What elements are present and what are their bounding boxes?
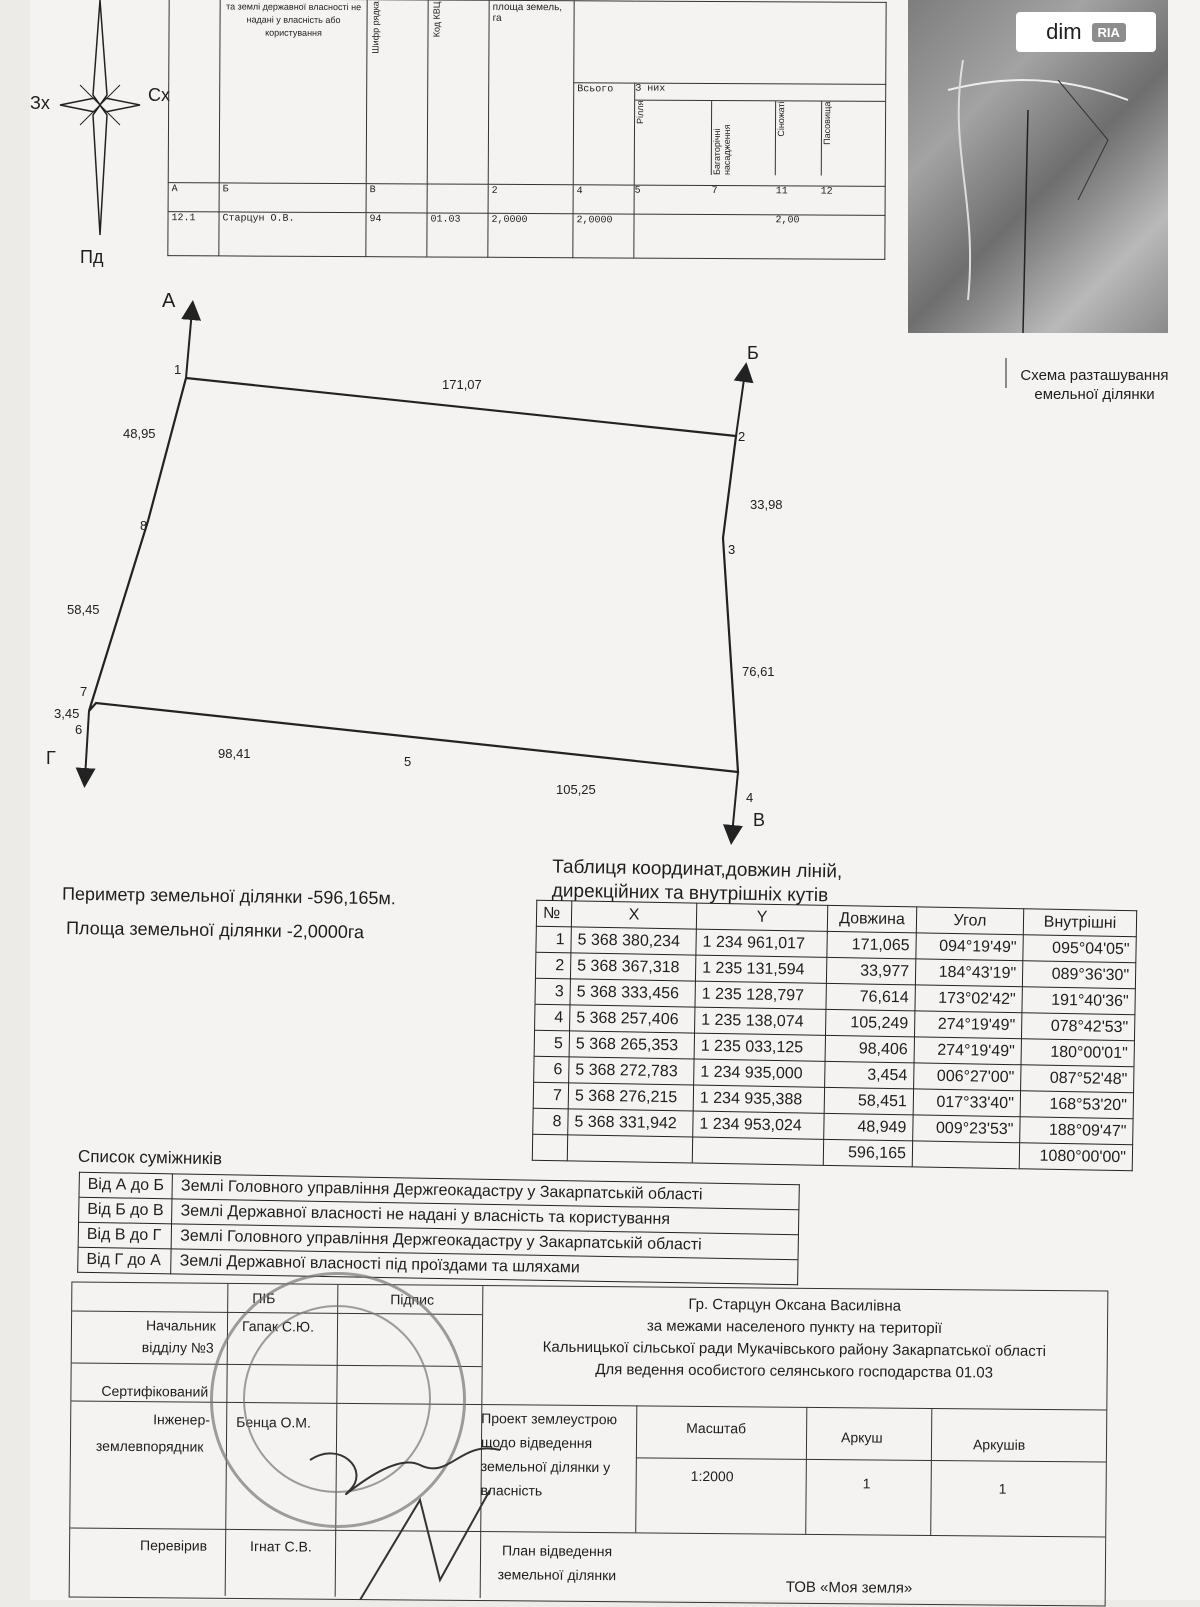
coord-cell: 191°40'36": [1022, 987, 1135, 1015]
scale-label: Масштаб: [686, 1419, 747, 1437]
coord-cell: 006°27'00": [914, 1063, 1021, 1091]
sheet-value: 1: [862, 1475, 871, 1492]
neighbor-range: Від Б до В: [79, 1197, 173, 1224]
idx-12: 12: [820, 186, 833, 198]
arrow-b: [736, 372, 745, 436]
neighbor-description: Землі Головного управління Держгеокадастру у Закарпатській області: [172, 1174, 799, 1210]
point-8: 8: [140, 518, 148, 533]
coord-cell: 5 368 333,456: [570, 979, 695, 1007]
coord-cell: 7: [533, 1082, 568, 1109]
coord-header: Довжина: [827, 905, 916, 933]
coord-cell: 1 234 953,024: [693, 1111, 824, 1139]
compass-rose-icon: [55, 0, 145, 240]
project-text: Проект землеустрою щодо відведення земельної ділянки у власність: [480, 1410, 618, 1499]
signature-icon: [300, 1430, 560, 1600]
col-pasovyshcha: Пасовища: [821, 101, 832, 145]
coord-cell: 274°19'49": [914, 1037, 1021, 1065]
coord-cell: 1 235 033,125: [694, 1033, 825, 1061]
coord-header: Внутрішні: [1023, 909, 1136, 937]
corner-v: В: [753, 810, 766, 830]
checked-label: Перевірив: [140, 1537, 208, 1554]
point-5: 5: [404, 754, 412, 769]
pib-label: ПІБ: [252, 1290, 276, 1307]
row-sinozhati: 2,00: [775, 214, 800, 227]
col-owner: та землі державної власності не надані у власність або користування: [219, 0, 367, 184]
col-of-them: З них: [635, 84, 885, 102]
point-3: 3: [728, 542, 736, 557]
neighbors-table: [77, 1172, 800, 1286]
coord-cell: 4: [535, 1004, 570, 1031]
coord-cell: 1 234 961,017: [696, 929, 827, 957]
owner-line3: Кальницької сільської ради Мукачівського району Закарпатської області: [542, 1338, 1047, 1360]
coord-cell: 33,977: [826, 957, 915, 985]
neighbor-description: Землі Державної власності під проїздами та шляхами: [171, 1249, 798, 1285]
owner-block: [482, 1292, 1108, 1385]
map-caption: Схема разташування емельної ділянки: [1020, 367, 1169, 403]
coordinates-table: [532, 900, 1137, 1171]
row-shyfr: 94: [366, 212, 427, 257]
idx-5: 5: [634, 185, 641, 197]
col-rillia: Рілля: [635, 100, 646, 124]
coord-header: Y: [696, 903, 827, 931]
point-1: 1: [174, 362, 182, 377]
coord-cell: 596,165: [823, 1139, 912, 1167]
length-3-4: 76,61: [742, 664, 775, 679]
coord-cell: 5 368 265,353: [569, 1031, 694, 1059]
idx-a: А: [168, 182, 219, 211]
coord-cell: 5 368 380,234: [571, 927, 696, 955]
coord-cell: 8: [533, 1108, 568, 1135]
col-shyfr: Шифр рядка: [370, 1, 381, 54]
coord-cell: 5 368 367,318: [570, 953, 695, 981]
sheets-label: Аркушів: [972, 1436, 1026, 1453]
watermark-dim: dim: [1046, 19, 1082, 44]
coord-cell: 1080°00'00": [1019, 1143, 1132, 1171]
corner-a: А: [162, 290, 176, 312]
compass-east: Сх: [148, 85, 170, 105]
coord-cell: [532, 1134, 567, 1161]
land-header-table: [167, 0, 886, 260]
coord-cell: 168°53'20": [1020, 1091, 1133, 1119]
cert-label-2: Інженер-: [153, 1411, 211, 1428]
length-4-5: 105,25: [556, 782, 596, 797]
cert-label-1: Сертифікований: [101, 1382, 209, 1400]
coord-cell: 1: [536, 926, 571, 953]
coord-cell: 105,249: [826, 1009, 915, 1037]
length-8-1: 48,95: [123, 426, 156, 441]
arrow-g: [85, 711, 89, 778]
coord-cell: [912, 1141, 1019, 1169]
point-2: 2: [738, 429, 746, 444]
coord-cell: 5 368 331,942: [568, 1109, 693, 1137]
coord-cell: 017°33'40": [913, 1089, 1020, 1117]
coord-cell: 274°19'49": [914, 1011, 1021, 1039]
dim-ria-watermark: [1016, 12, 1156, 52]
coord-cell: 48,949: [824, 1113, 913, 1141]
coord-cell: 3,454: [825, 1061, 914, 1089]
arrow-v: [732, 772, 738, 835]
coord-cell: 094°19'49": [916, 933, 1023, 961]
compass-west: Зх: [30, 93, 50, 113]
owner-line2: за межами населеного пункту на території: [646, 1317, 943, 1338]
coord-cell: 089°36'30": [1022, 961, 1135, 989]
length-7-8: 58,45: [67, 602, 100, 617]
point-7: 7: [80, 684, 88, 699]
coord-cell: 3: [535, 978, 570, 1005]
coord-cell: 58,451: [824, 1087, 913, 1115]
neighbor-description: Землі Державної власності не надані у власність та користування: [172, 1199, 799, 1235]
coord-cell: 1 234 935,388: [693, 1085, 824, 1113]
compass-south: Пд: [80, 247, 104, 267]
coord-cell: 009°23'53": [913, 1115, 1020, 1143]
cert-label-3: землевпорядник: [95, 1437, 204, 1455]
coord-cell: 188°09'47": [1020, 1117, 1133, 1145]
row-owner: Старцун О.В.: [219, 212, 366, 257]
col-bagatorichni: Багаторічні насадження: [711, 124, 733, 176]
cert-name: Бенца О.М.: [236, 1413, 311, 1431]
head-label-2: відділу №3: [141, 1339, 214, 1356]
coord-cell: 5 368 257,406: [570, 1005, 695, 1033]
plan-text: План відведення земельної ділянки: [497, 1542, 617, 1584]
row-kvtsp: 01.03: [427, 213, 488, 258]
row-total: 2,0000: [573, 213, 634, 258]
checked-name: Ігнат С.В.: [250, 1538, 312, 1555]
point-4: 4: [746, 790, 754, 805]
col-area: площа земель, га: [488, 0, 574, 184]
col-total: Всього: [573, 83, 635, 185]
coord-cell: 184°43'19": [915, 959, 1022, 987]
coord-cell: 5 368 276,215: [568, 1083, 693, 1111]
coord-cell: 6: [534, 1056, 569, 1083]
coord-header: X: [571, 901, 696, 929]
idx-v: В: [366, 184, 427, 213]
sheets-value: 1: [998, 1480, 1007, 1497]
row-area: 2,0000: [488, 213, 573, 258]
length-1-2: 171,07: [442, 377, 482, 392]
coord-cell: 5: [534, 1030, 569, 1057]
pidpys-label: Підпис: [390, 1291, 435, 1308]
coord-cell: 171,065: [827, 931, 916, 959]
neighbor-range: Від А до Б: [79, 1172, 173, 1199]
length-5-6: 98,41: [218, 746, 251, 761]
coord-cell: 1 235 131,594: [695, 955, 826, 983]
coord-cell: [692, 1137, 823, 1165]
coord-cell: 76,614: [826, 983, 915, 1011]
head-label-1: Начальник: [145, 1317, 216, 1334]
perimeter-text: Периметр земельної ділянки -596,165м.: [61, 883, 396, 909]
corner-b: Б: [747, 343, 759, 363]
coord-cell: 1 234 935,000: [694, 1059, 825, 1087]
neighbors-title: Список суміжників: [77, 1146, 223, 1169]
idx-2: 2: [488, 184, 573, 213]
scale-value: 1:2000: [690, 1467, 734, 1485]
length-2-3: 33,98: [750, 497, 783, 512]
sheet-label: Аркуш: [840, 1429, 883, 1446]
area-text: Площа земельної ділянки -2,0000га: [65, 917, 365, 943]
idx-7: 7: [711, 185, 718, 197]
idx-b: Б: [219, 183, 366, 213]
point-6: 6: [75, 722, 83, 737]
corner-g: Г: [46, 748, 56, 768]
coord-cell: 095°04'05": [1023, 935, 1136, 963]
coord-header: Угол: [916, 907, 1023, 935]
coord-cell: 173°02'42": [915, 985, 1022, 1013]
neighbor-description: Землі Головного управління Держгеокадастру у Закарпатській області: [171, 1224, 798, 1260]
col-sinozhati: Сіножаті: [776, 101, 787, 137]
head-name: Гапак С.Ю.: [241, 1317, 315, 1335]
coord-cell: 98,406: [825, 1035, 914, 1063]
coord-title-line2: дирекційних та внутрішніх кутів: [551, 880, 829, 907]
coord-cell: 5 368 272,783: [569, 1057, 694, 1085]
plot-boundary: [89, 378, 738, 772]
coord-cell: [567, 1135, 692, 1163]
company-name: ТОВ «Моя земля»: [785, 1578, 913, 1597]
neighbor-range: Від В до Г: [78, 1222, 172, 1249]
col-kvtsp: Код КВЦ: [431, 1, 442, 38]
owner-name: Гр. Старцун Оксана Василівна: [688, 1295, 902, 1315]
coord-cell: 2: [535, 952, 570, 979]
coord-title-line1: Таблиця координат,довжин ліній,: [552, 856, 843, 883]
coord-cell: 180°00'01": [1021, 1039, 1134, 1067]
watermark-ria: RIA: [1092, 23, 1126, 42]
coord-cell: 1 235 138,074: [695, 1007, 826, 1035]
idx-11: 11: [775, 186, 788, 198]
idx-4: 4: [573, 185, 634, 214]
plot-drawing: [0, 280, 900, 860]
coord-header: №: [536, 900, 571, 927]
owner-line4: Для ведення особистого селянського господарства 01.03: [595, 1361, 994, 1382]
neighbor-range: Від Г до А: [78, 1247, 172, 1274]
arrow-a: [186, 310, 192, 378]
coord-cell: 1 235 128,797: [695, 981, 826, 1009]
coord-cell: 078°42'53": [1021, 1013, 1134, 1041]
length-6-7: 3,45: [54, 706, 80, 721]
coord-cell: 087°52'48": [1021, 1065, 1134, 1093]
row-code: 12.1: [168, 211, 219, 256]
